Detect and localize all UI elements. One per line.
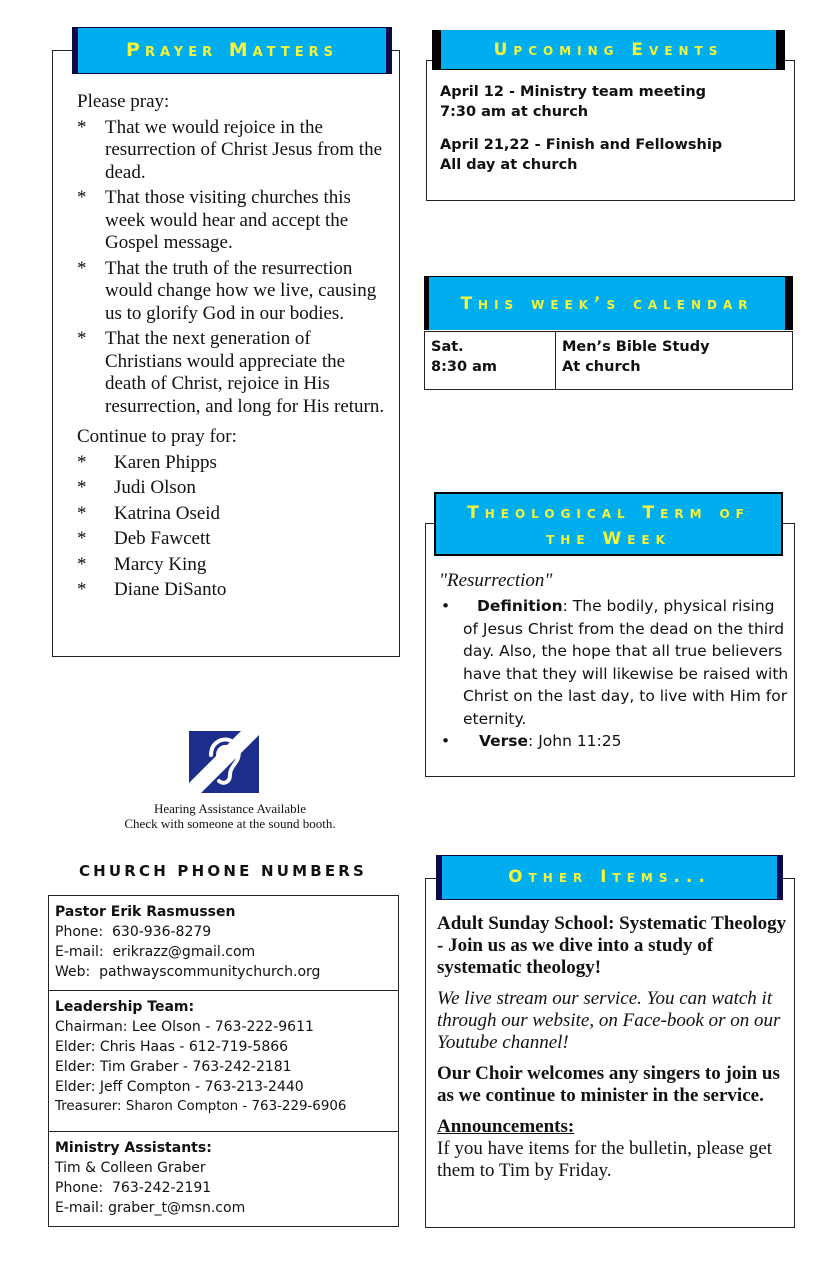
hearing-assistance-icon [189, 731, 259, 793]
assistants-phone: 763-242-2191 [112, 1180, 212, 1196]
prayer-matters-box [52, 50, 400, 657]
asterisk-bullet-icon: * [77, 451, 87, 473]
assistants-section: Ministry Assistants: Tim & Colleen Graber Phone: 763-242-2191 E-mail: graber_t@msn.com [49, 1131, 398, 1224]
pastor-section: Pastor Erik Rasmussen Phone: 630-936-8279 E-mail: erikrazz@gmail.com Web: pathwayscommunitychurch.org [55, 904, 321, 980]
theological-term-banner [434, 492, 783, 556]
announcements-heading: Announcements: [437, 1116, 575, 1137]
calendar-table [424, 331, 793, 390]
prayer-list [77, 117, 387, 419]
assistants-names: Tim & Colleen Graber [55, 1160, 206, 1176]
event-item: April 12 - Ministry team meeting 7:30 am at church [440, 84, 707, 120]
event-item: April 21,22 - Finish and Fellowship All day at church [440, 137, 723, 173]
asterisk-bullet-icon: * [77, 257, 87, 279]
announcements-text: If you have items for the bulletin, please get them to Tim by Friday. [437, 1138, 773, 1181]
asterisk-bullet-icon: * [77, 477, 87, 498]
hearing-line-1: Hearing Assistance Available [153, 801, 307, 816]
asterisk-bullet-icon: * [77, 116, 87, 138]
prayer-names-list [77, 452, 387, 602]
calendar-title: This week’s calendar [460, 294, 754, 314]
prayer-item: * That the truth of the resurrection would change how we live, causing us to glorify God in our bodies. [77, 257, 377, 324]
prayer-name: * Diane DiSanto [77, 579, 227, 600]
assistants-email-link[interactable]: graber_t@msn.com [108, 1200, 246, 1216]
bullet-icon: • [441, 597, 451, 615]
asterisk-bullet-icon: * [77, 187, 87, 208]
live-stream-note: We live stream our service. You can watch it through our website, on Face-book or on our Youtube channel! [437, 988, 781, 1053]
other-items-banner [436, 855, 783, 900]
definition-text: : The bodily, physical rising of Jesus Christ from the dead on the third day. Also, the hope that all true believers have that they will likewise be raised with Christ on the last day, to live with Him for eternity. [463, 597, 789, 728]
assistants-heading: Ministry Assistants: [55, 1140, 212, 1156]
prayer-name: * Katrina Oseid [77, 502, 221, 524]
upcoming-events-box [426, 60, 795, 201]
prayer-name: * Marcy King [77, 553, 207, 575]
church-website-link[interactable]: pathwayscommunitychurch.org [99, 964, 321, 980]
prayer-item: * That we would rejoice in the resurrection of Christ Jesus from the dead. [77, 116, 383, 183]
verse-label: Verse [479, 732, 529, 750]
continue-pray-label: Continue to pray for: [77, 426, 237, 447]
phone-numbers-title: CHURCH PHONE NUMBERS [78, 862, 368, 880]
theological-title-line-2: the Week [546, 529, 671, 549]
pastor-email-link[interactable]: erikrazz@gmail.com [112, 944, 256, 960]
leader-entry: Chairman: Lee Olson - 763-222-9611 [55, 1019, 314, 1035]
pastor-name: Pastor Erik Rasmussen [55, 904, 236, 920]
leadership-heading: Leadership Team: [55, 999, 195, 1015]
prayer-name: * Deb Fawcett [77, 528, 211, 549]
leader-entry: Elder: Tim Graber - 763-242-2181 [55, 1059, 292, 1075]
prayer-name: * Judi Olson [77, 477, 196, 498]
prayer-name: * Karen Phipps [77, 451, 217, 473]
asterisk-bullet-icon: * [77, 528, 87, 549]
leader-entry: Treasurer: Sharon Compton - 763-229-6906 [55, 1099, 347, 1114]
pastor-phone: 630-936-8279 [112, 924, 212, 940]
asterisk-bullet-icon: * [77, 502, 87, 524]
prayer-matters-title: Prayer Matters [126, 39, 338, 61]
sunday-school-note: Adult Sunday School: Systematic Theology - Join us as we dive into a study of systematic theology! [437, 913, 787, 978]
other-items-title: Other Items... [508, 867, 711, 887]
other-items-box [425, 878, 795, 1228]
calendar-banner [424, 276, 793, 330]
hearing-line-2: Check with someone at the sound booth. [124, 816, 336, 831]
leader-entry: Elder: Chris Haas - 612-719-5866 [55, 1039, 289, 1055]
asterisk-bullet-icon: * [77, 579, 87, 600]
prayer-item: * That those visiting churches this week would hear and accept the Gospel message. [77, 187, 351, 253]
verse-text: : John 11:25 [528, 732, 622, 750]
prayer-intro: Please pray: [77, 91, 170, 112]
theological-term: "Resurrection" [439, 570, 553, 591]
prayer-matters-banner [72, 27, 392, 74]
leadership-section [49, 990, 398, 1131]
hearing-assistance-text [60, 801, 400, 831]
theological-title-line-1: Theological Term of [467, 503, 750, 523]
upcoming-events-banner [432, 30, 785, 70]
choir-note: Our Choir welcomes any singers to join us as we continue to minister in the service. [437, 1063, 780, 1106]
verse-item [439, 730, 791, 753]
asterisk-bullet-icon: * [77, 328, 87, 349]
leader-entry: Elder: Jeff Compton - 763-213-2440 [55, 1079, 304, 1095]
asterisk-bullet-icon: * [77, 553, 87, 575]
definition-item [439, 595, 791, 730]
upcoming-events-title: Upcoming Events [493, 40, 724, 60]
phone-numbers-box [48, 895, 399, 1227]
bullet-icon: • [441, 732, 451, 750]
calendar-event-cell: Men’s Bible Study At church [562, 339, 710, 375]
definition-label: Definition [477, 597, 563, 615]
theological-term-box [425, 523, 795, 777]
calendar-day-cell: Sat. 8:30 am [425, 332, 556, 389]
prayer-item: * That the next generation of Christians would appreciate the death of Christ, rejoice in His resurrection, and long for His return. [77, 328, 385, 417]
